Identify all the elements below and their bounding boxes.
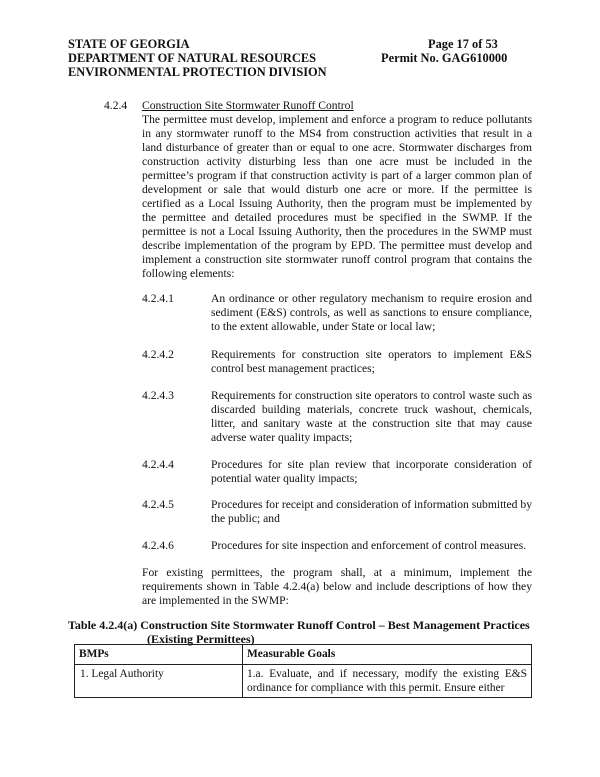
- item-number: 4.2.4.6: [142, 539, 174, 552]
- list-item: [142, 458, 532, 486]
- item-number: 4.2.4.5: [142, 498, 174, 511]
- item-number: 4.2.4.1: [142, 292, 174, 305]
- header-page-info: [381, 37, 507, 65]
- table-header-row: [75, 645, 532, 665]
- list-item: [142, 539, 532, 553]
- table-row: [75, 665, 532, 698]
- item-text: Procedures for site plan review that incorporate consideration of potential water quality impacts;: [211, 458, 532, 485]
- list-item: [142, 498, 532, 526]
- section-title: Construction Site Stormwater Runoff Control: [142, 99, 354, 112]
- section-number: 4.2.4: [104, 99, 128, 112]
- item-number: 4.2.4.3: [142, 389, 174, 402]
- header-state: STATE OF GEORGIA: [68, 37, 190, 51]
- bmp-cell: 1. Legal Authority: [75, 665, 243, 698]
- table-title-line2: (Existing Permittees): [147, 632, 255, 646]
- permit-number: Permit No. GAG610000: [381, 51, 508, 65]
- item-text: Requirements for construction site operators to control waste such as discarded building materials, concrete truck washout, chemicals, litter, and sanitary waste at the construction site that may cause adverse water quality impacts;: [211, 389, 532, 444]
- goal-cell: 1.a. Evaluate, and if necessary, modify the existing E&S ordinance for compliance with this permit. Ensure either: [243, 665, 532, 698]
- list-item: [142, 292, 532, 334]
- table-title-line1: Table 4.2.4(a) Construction Site Stormwater Runoff Control – Best Management Practices: [68, 618, 530, 632]
- list-item: [142, 389, 532, 445]
- header-division: ENVIRONMENTAL PROTECTION DIVISION: [68, 65, 327, 79]
- table-title: [68, 618, 538, 646]
- header-agency: [68, 37, 327, 79]
- item-text: Requirements for construction site operators to implement E&S control best management practices;: [211, 348, 532, 375]
- closing-paragraph: For existing permittees, the program shall, at a minimum, implement the requirements shown in Table 4.2.4(a) below and include descriptions of how they are implemented in the SWMP:: [142, 566, 532, 607]
- column-header-goals: Measurable Goals: [243, 645, 532, 665]
- page-number: Page 17 of 53: [428, 37, 498, 51]
- header-department: DEPARTMENT OF NATURAL RESOURCES: [68, 51, 316, 65]
- bmp-table: [74, 644, 532, 698]
- section-heading: [104, 99, 354, 113]
- list-item: [142, 348, 532, 376]
- item-number: 4.2.4.2: [142, 348, 174, 361]
- section-body: The permittee must develop, implement and enforce a program to reduce pollutants in any stormwater runoff to the MS4 from construction activities that result in a land disturbance of greater than or equal to one acre. Stormwater discharges from construction activity disturbing less than one acre must be included in the permittee’s program if that construction activity is part of a larger common plan of development or sale that would disturb one acre or more. If the permittee is certified as a Local Issuing Authority, then the program must be implemented by the permittee and detailed procedures must be specified in the SWMP. If the permittee is not a Local Issuing Authority, then the procedures in the SWMP must describe implementation of the program by EPD. The permittee must develop and implement a construction site stormwater runoff control program that contains the following elements:: [142, 113, 532, 280]
- item-text: Procedures for receipt and consideration of information submitted by the public; and: [211, 498, 532, 525]
- item-text: An ordinance or other regulatory mechanism to require erosion and sediment (E&S) controls, as well as sanctions to ensure compliance, to the extent allowable, under State or local law;: [211, 292, 532, 333]
- item-number: 4.2.4.4: [142, 458, 174, 471]
- column-header-bmps: BMPs: [75, 645, 243, 665]
- item-text: Procedures for site inspection and enforcement of control measures.: [211, 539, 527, 552]
